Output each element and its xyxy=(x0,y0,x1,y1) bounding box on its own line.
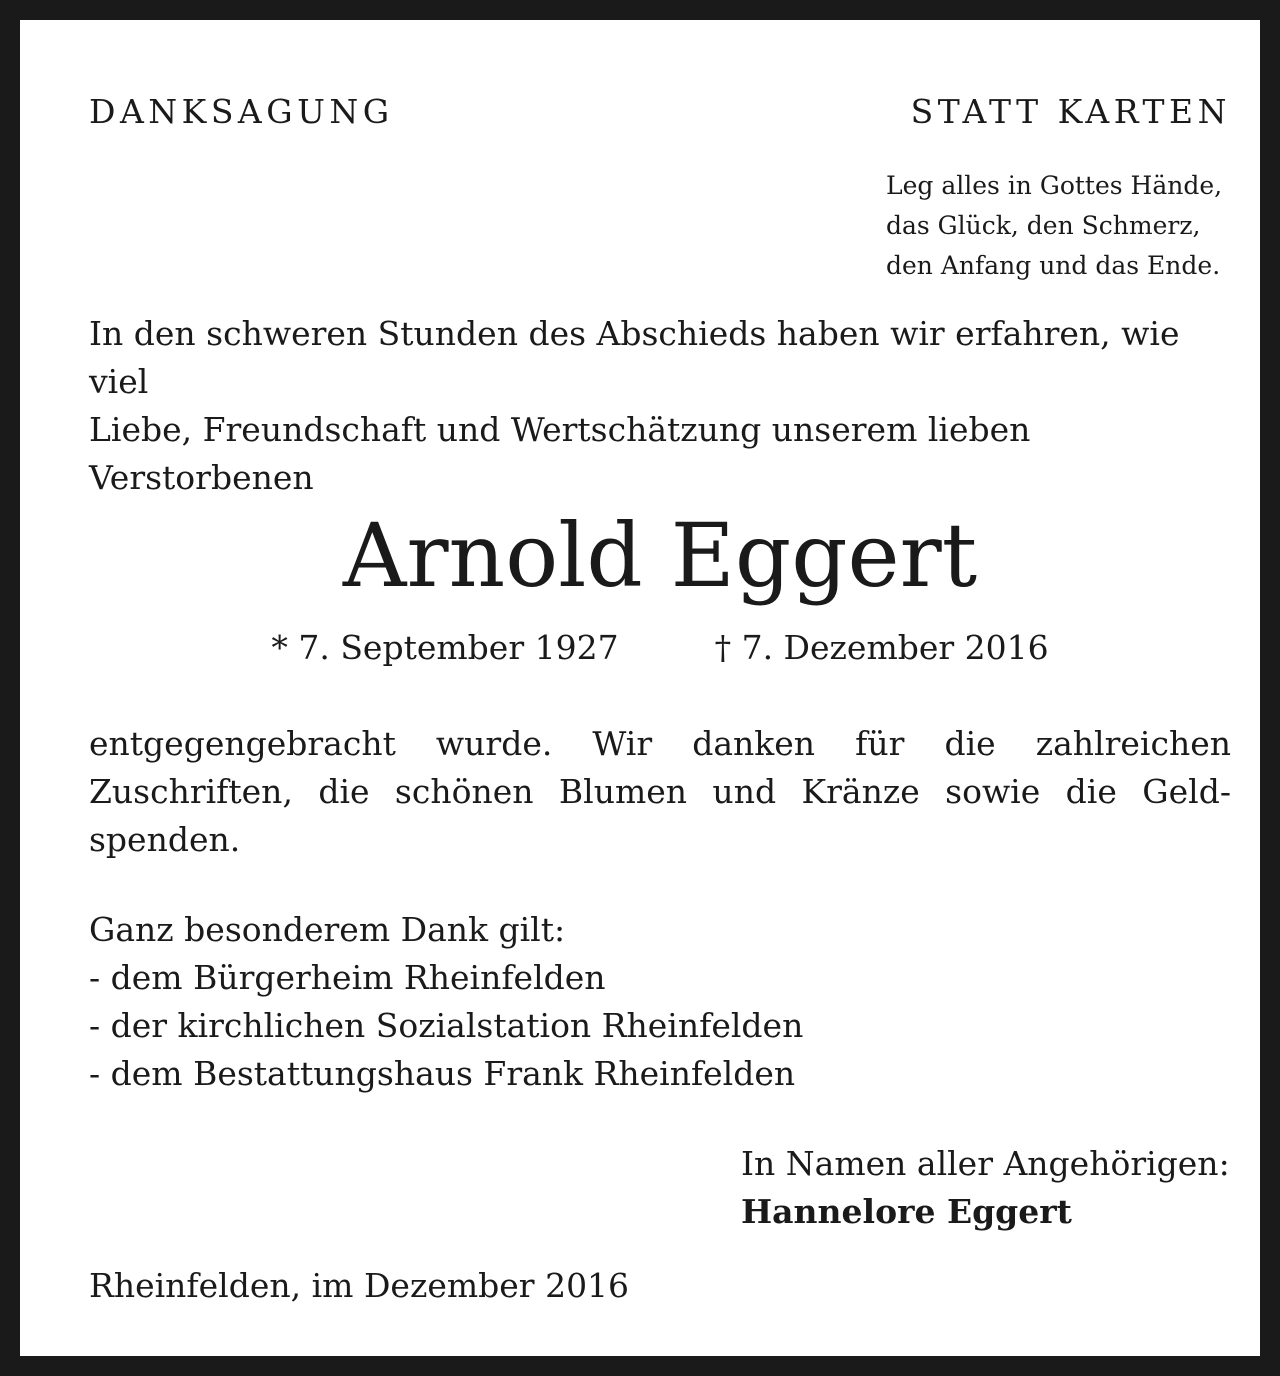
intro-line: Verstorbenen xyxy=(89,458,314,497)
special-thanks-item: - dem Bürgerheim Rheinfelden xyxy=(89,958,606,997)
header-danksagung: DANKSAGUNG xyxy=(89,92,394,131)
special-thanks xyxy=(89,906,803,1098)
header-statt-karten: STATT KARTEN xyxy=(910,92,1231,131)
on-behalf-line: In Namen aller Angehörigen: xyxy=(741,1144,1230,1183)
birth-date: * 7. September 1927 xyxy=(271,628,619,667)
intro-line: In den schweren Stunden des Abschieds haben wir erfahren, wie viel xyxy=(89,314,1180,401)
special-thanks-item: - der kirchlichen Sozialstation Rheinfelden xyxy=(89,1006,804,1045)
motto-verse xyxy=(886,166,1231,286)
continuation-paragraph: entgegengebracht wurde. Wir danken für die zahlreichen Zuschriften, die schönen Blumen und Kränze sowie die Geld-spenden. xyxy=(89,724,1231,859)
intro-paragraph xyxy=(89,310,1231,502)
notice-content xyxy=(89,82,1231,1342)
special-thanks-heading: Ganz besonderem Dank gilt: xyxy=(89,910,566,949)
special-thanks-item: - dem Bestattungshaus Frank Rheinfelden xyxy=(89,1054,796,1093)
motto-line: den Anfang und das Ende. xyxy=(886,251,1221,280)
motto-line: Leg alles in Gottes Hände, xyxy=(886,171,1223,200)
life-dates xyxy=(89,624,1231,672)
place-and-date: Rheinfelden, im Dezember 2016 xyxy=(89,1266,630,1305)
death-date: † 7. Dezember 2016 xyxy=(714,628,1049,667)
deceased-name: Arnold Eggert xyxy=(342,504,978,607)
motto-line: das Glück, den Schmerz, xyxy=(886,211,1201,240)
intro-line: Liebe, Freundschaft und Wertschätzung unserem lieben xyxy=(89,410,1031,449)
signer-name: Hannelore Eggert xyxy=(741,1192,1072,1231)
signature-block xyxy=(741,1140,1230,1236)
